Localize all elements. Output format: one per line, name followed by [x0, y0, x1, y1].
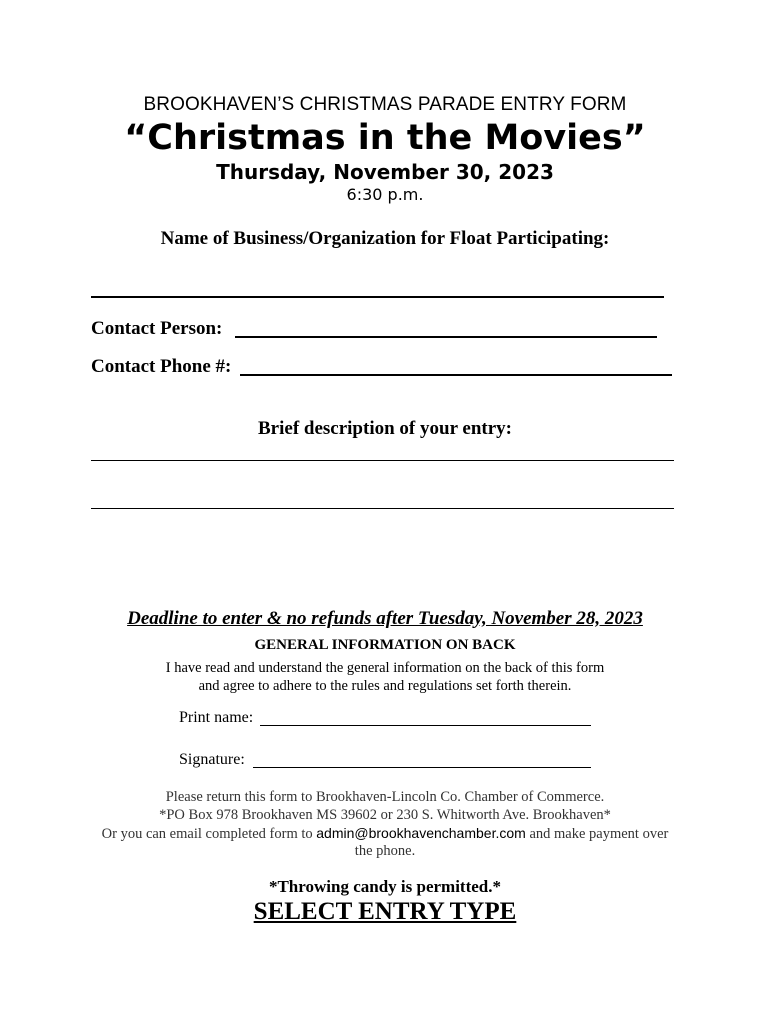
- form-org-heading: BROOKHAVEN’S CHRISTMAS PARADE ENTRY FORM: [143, 94, 627, 115]
- description-input-line-1[interactable]: [91, 460, 674, 461]
- signature-input-line[interactable]: [253, 767, 591, 768]
- print-name-input-line[interactable]: [260, 725, 591, 726]
- event-time: 6:30 p.m.: [346, 185, 424, 204]
- email-suffix: and make payment over: [529, 826, 669, 842]
- print-name-label: Print name:: [179, 709, 254, 726]
- email-prefix: Or you can email completed form to: [101, 826, 313, 842]
- return-info-line-1: Please return this form to Brookhaven-Lincoln Co. Chamber of Commerce.: [165, 789, 605, 805]
- contact-person-label: Contact Person:: [91, 318, 223, 339]
- agreement-text-line-2: and agree to adhere to the rules and regulations set forth therein.: [198, 678, 572, 694]
- general-info-note: GENERAL INFORMATION ON BACK: [254, 637, 516, 653]
- select-entry-heading: SELECT ENTRY TYPE: [253, 898, 517, 925]
- contact-person-input-line[interactable]: [235, 336, 657, 338]
- email-address-link[interactable]: admin@brookhavenchamber.com: [316, 825, 526, 841]
- org-name-input-line[interactable]: [91, 296, 664, 298]
- contact-phone-label: Contact Phone #:: [91, 356, 232, 377]
- deadline-notice: Deadline to enter & no refunds after Tuesday, November 28, 2023: [127, 608, 643, 629]
- agreement-text-line-1: I have read and understand the general information on the back of this form: [165, 660, 605, 676]
- org-name-label: Name of Business/Organization for Float Participating:: [160, 228, 610, 249]
- return-address: *PO Box 978 Brookhaven MS 39602 or 230 S. Whitworth Ave. Brookhaven*: [159, 807, 611, 823]
- description-label: Brief description of your entry:: [258, 418, 512, 439]
- return-info-line-4: the phone.: [354, 843, 416, 859]
- contact-phone-input-line[interactable]: [240, 374, 672, 376]
- candy-note: *Throwing candy is permitted.*: [268, 877, 502, 896]
- signature-label: Signature:: [179, 751, 245, 768]
- form-title: “Christmas in the Movies”: [124, 118, 646, 158]
- description-input-line-2[interactable]: [91, 508, 674, 509]
- return-info-email-line: [0, 825, 770, 843]
- event-date: Thursday, November 30, 2023: [216, 160, 554, 184]
